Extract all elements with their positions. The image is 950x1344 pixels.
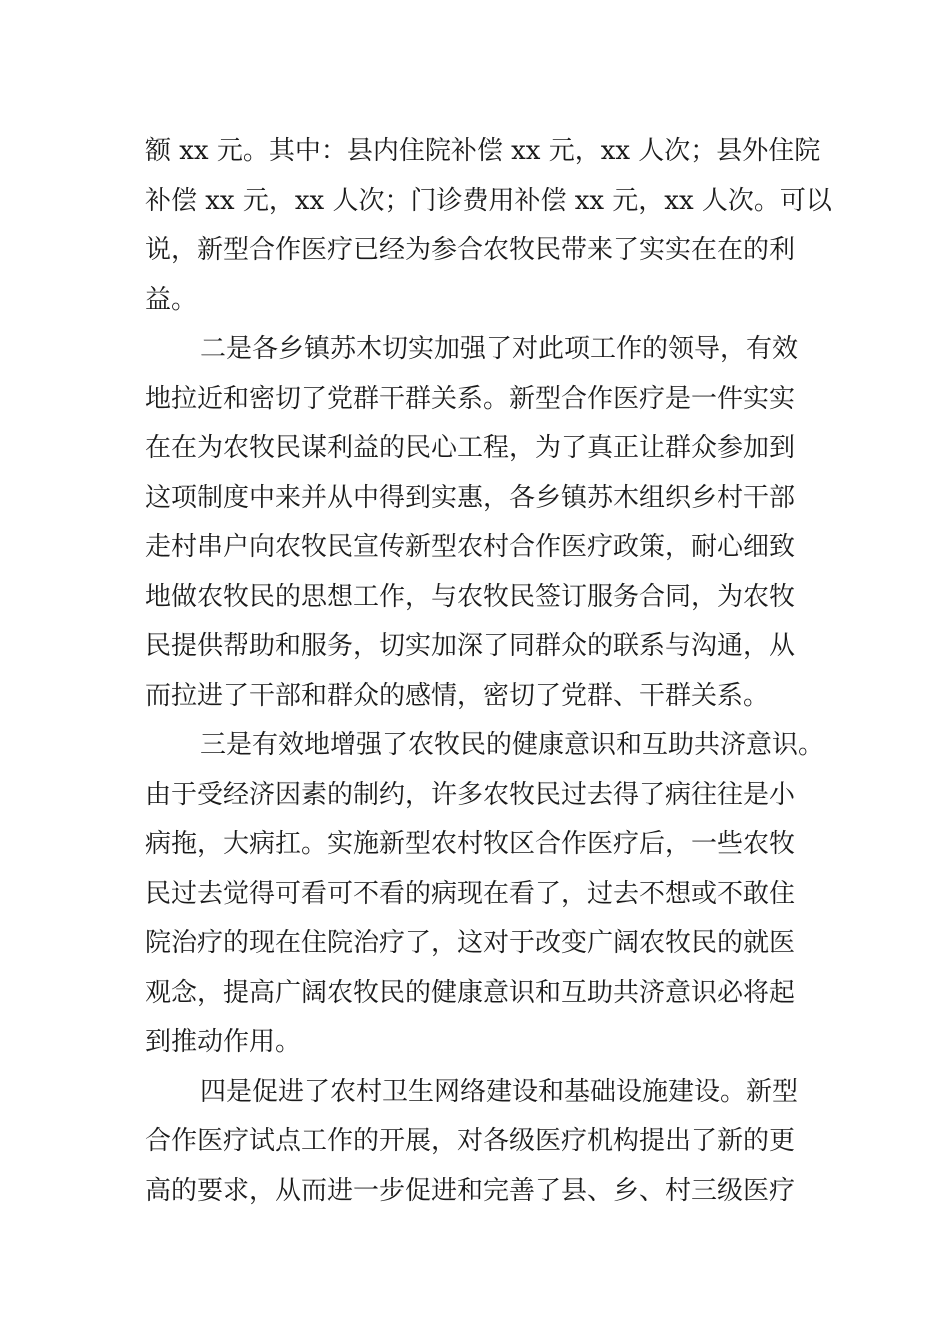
text-line: 补偿 xx 元，xx 人次；门诊费用补偿 xx 元，xx 人次。可以: [145, 185, 832, 216]
text-line: 病拖，大病扛。实施新型农村牧区合作医疗后，一些农牧: [145, 829, 796, 859]
text-line: 观念，提高广阔农牧民的健康意识和互助共济意识必将起: [145, 977, 796, 1008]
text-line: 益。: [145, 284, 198, 315]
text-line: 这项制度中来并从中得到实惠，各乡镇苏木组织乡村干部: [145, 482, 796, 513]
text-line: 走村串户向农牧民宣传新型农村合作医疗政策，耐心细致: [145, 532, 796, 562]
text-line: 在在为农牧民谋利益的民心工程，为了真正让群众参加到: [145, 433, 796, 463]
paragraph-start-line: 三是有效地增强了农牧民的健康意识和互助共济意识。: [200, 730, 825, 760]
text-line: 由于受经济因素的制约，许多农牧民过去得了病往往是小: [145, 779, 796, 810]
document-body: [145, 127, 845, 1216]
text-line: 民提供帮助和服务，切实加深了同群众的联系与沟通，从: [145, 631, 796, 661]
text-line: 合作医疗试点工作的开展，对各级医疗机构提出了新的更: [145, 1126, 796, 1156]
text-line: 而拉进了干部和群众的感情，密切了党群、干群关系。: [145, 680, 770, 711]
text-line: 到推动作用。: [145, 1027, 302, 1057]
text-line: 民过去觉得可看可不看的病现在看了，过去不想或不敢住: [145, 878, 796, 909]
text-line: 地做农牧民的思想工作，与农牧民签订服务合同，为农牧: [145, 581, 796, 612]
paragraph-start-line: 四是促进了农村卫生网络建设和基础设施建设。新型: [200, 1076, 799, 1107]
text-line: 地拉近和密切了党群干群关系。新型合作医疗是一件实实: [145, 383, 796, 414]
paragraph-start-line: 二是各乡镇苏木切实加强了对此项工作的领导，有效: [200, 334, 799, 364]
text-line: 说，新型合作医疗已经为参合农牧民带来了实实在在的利: [145, 235, 796, 265]
text-line: 额 xx 元。其中：县内住院补偿 xx 元，xx 人次；县外住院: [145, 136, 821, 166]
text-line: 高的要求，从而进一步促进和完善了县、乡、村三级医疗: [145, 1175, 796, 1206]
text-line: 院治疗的现在住院治疗了，这对于改变广阔农牧民的就医: [145, 928, 796, 958]
